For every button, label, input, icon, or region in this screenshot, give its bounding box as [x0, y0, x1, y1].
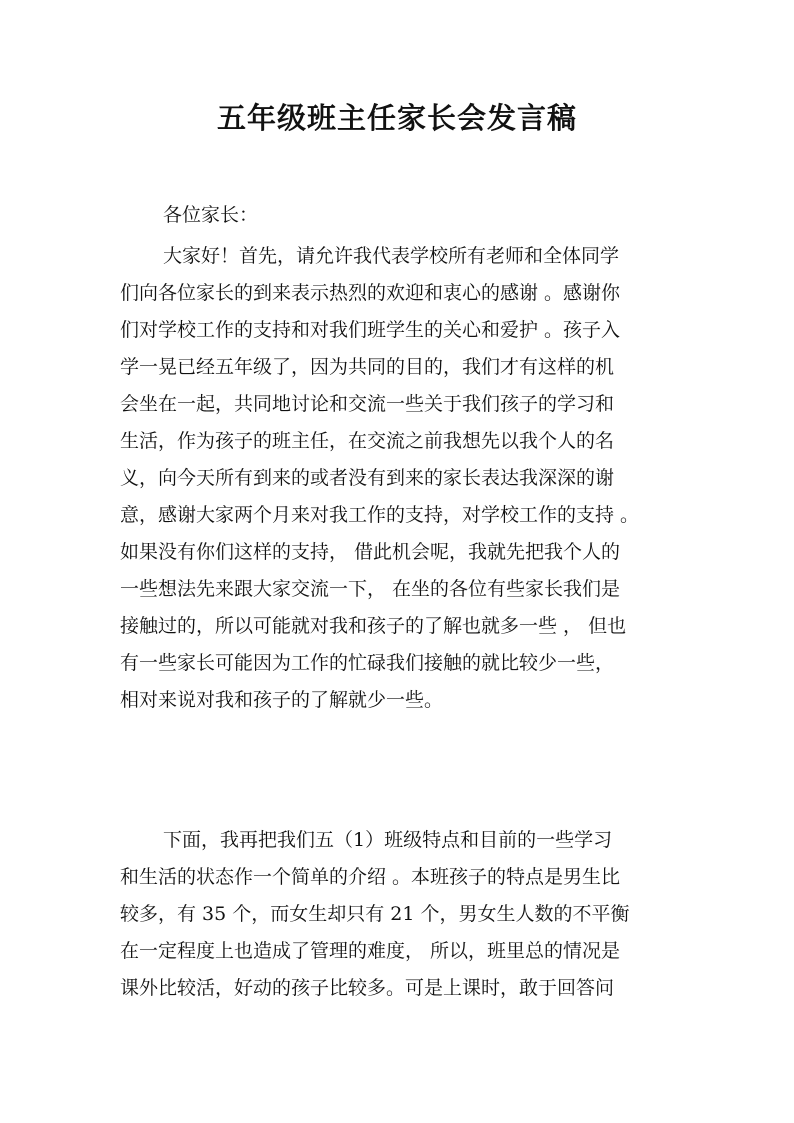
paragraph-line: 学一晃已经五年级了，因为共同的目的，我们才有这样的机	[120, 356, 615, 378]
paragraph-line: 有一些家长可能因为工作的忙碌我们接触的就比较少一些，	[120, 652, 615, 674]
paragraph-line: 下面，我再把我们五（1）班级特点和目前的一些学习	[163, 829, 613, 851]
paragraph-line: 们对学校工作的支持和对我们班学生的关心和爱护 。孩子入	[120, 319, 621, 341]
paragraph-line: 会坐在一起，共同地讨论和交流一些关于我们孩子的学习和	[120, 393, 615, 415]
paragraph-line: 和生活的状态作一个简单的介绍 。本班孩子的特点是男生比	[120, 866, 621, 888]
paragraph-line: 在一定程度上也造成了管理的难度， 所以，班里总的情况是	[120, 940, 621, 962]
document-title: 五年级班主任家长会发言稿	[216, 101, 577, 135]
paragraph-line: 大家好！首先，请允许我代表学校所有老师和全体同学	[163, 245, 620, 267]
paragraph-2	[120, 822, 690, 1007]
paragraph-line: 接触过的，所以可能就对我和孩子的了解也就多一些 ， 但也	[120, 615, 627, 637]
paragraph-line: 较多，有 35 个，而女生却只有 21 个，男女生人数的不平衡	[120, 903, 630, 925]
paragraph-line: 生活，作为孩子的班主任，在交流之前我想先以我个人的名	[120, 430, 615, 452]
paragraph-1	[120, 238, 690, 719]
paragraph-line: 意，感谢大家两个月来对我工作的支持，对学校工作的支持 。	[120, 504, 640, 526]
paragraph-line: 课外比较活，好动的孩子比较多。可是上课时，敢于回答问	[120, 977, 615, 999]
paragraph-line: 们向各位家长的到来表示热烈的欢迎和衷心的感谢 。感谢你	[120, 282, 621, 304]
greeting: 各位家长：	[163, 204, 259, 226]
paragraph-line: 一些想法先来跟大家交流一下， 在坐的各位有些家长我们是	[120, 578, 621, 600]
paragraph-line: 相对来说对我和孩子的了解就少一些。	[120, 689, 444, 711]
paragraph-line: 如果没有你们这样的支持， 借此机会呢，我就先把我个人的	[120, 541, 621, 563]
paragraph-line: 义，向今天所有到来的或者没有到来的家长表达我深深的谢	[120, 467, 615, 489]
